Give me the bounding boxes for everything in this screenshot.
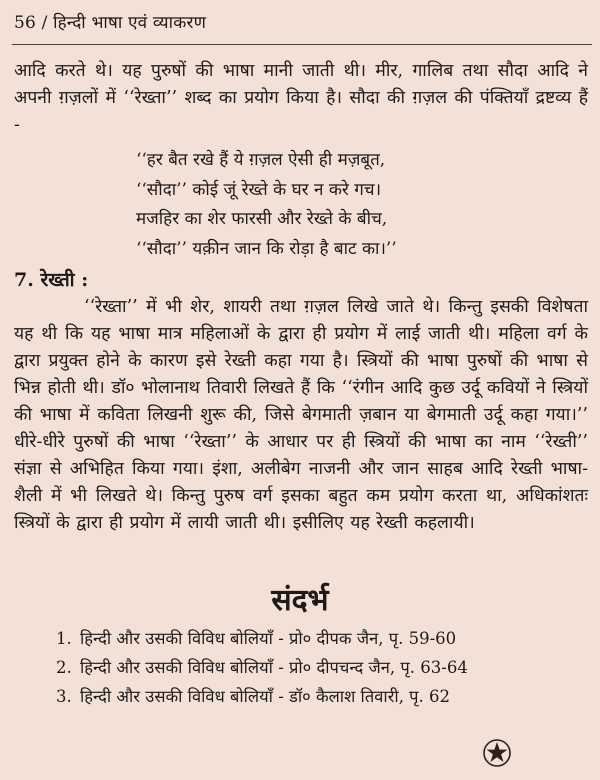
reference-number: 1. (56, 629, 72, 648)
verse-line: मजहिर का शेर फारसी और रेख्ते के बीच, (136, 209, 388, 229)
reference-item (56, 624, 596, 653)
verse-line: ‘‘सौदा’’ यक़ीन जान कि रोड़ा है बाट का।’’ (136, 238, 397, 259)
header-rule (12, 44, 592, 45)
reference-text: हिन्दी और उसकी विविध बोलियाँ - प्रो० दीपक जैन, पृ. 59-60 (80, 629, 457, 648)
section-paragraph: ‘‘रेख्ता’’ में भी शेर, शायरी तथा ग़ज़ल लिखे जाते थे। किन्तु इसकी विशेषता यह थी कि यह भाषा मात्र महिलाओं के द्वारा ही प्रयोग में लाई जाती थी। महिला वर्ग के द्वारा प्रयुक्त होने के कारण इसे रेख्ती कहा गया है। स्त्रियों की भाषा पुरुषों की भाषा से भिन्न होती थी। डॉ० भोलानाथ तिवारी लिखते हैं कि ‘‘रंगीन आदि कुछ उर्दू कवियों ने स्त्रियों की भाषा में कविता लिखनी शुरू की, जिसे बेगमाती ज़बान या बेगमाती उर्दू कहा गया।’’ धीरे-धीरे पुरुषों की भाषा ‘‘रेख्ता’’ के आधार पर ही स्त्रियों की भाषा का नाम ‘‘रेख्ती’’ संज्ञा से अभिहित किया गया। इंशा, अलीबेग नाजनी और जान साहब आदि रेख्ती भाषा-शैली में भी लिखते थे। किन्तु पुरुष वर्ग इसका बहुत कम प्रयोग करता था, अधिकांशतः स्त्रियों के द्वारा ही प्रयोग में लायी जाती थी। इसीलिए यह रेख्ती कहलायी। (14, 297, 588, 533)
running-header: 56 / हिन्दी भाषा एवं व्याकरण (14, 13, 207, 33)
intro-paragraph: आदि करते थे। यह पुरुषों की भाषा मानी जाती थी। मीर, गालिब तथा सौदा आदि ने अपनी ग़ज़लों में ‘‘रेख्ता’’ शब्द का प्रयोग किया है। सौदा की ग़ज़ल की पंक्तियाँ द्रष्टव्य हैं - (14, 61, 588, 135)
references-heading: संदर्भ (271, 583, 329, 618)
verse-block (136, 146, 576, 264)
reference-number: 3. (56, 687, 72, 706)
verse-line: ‘‘सौदा’’ कोई जूं रेख्ते के घर न करे गच। (136, 179, 382, 200)
reference-item (56, 682, 596, 711)
reference-item (56, 653, 596, 682)
section-heading: 7. रेख्ती : (14, 269, 89, 291)
reference-number: 2. (56, 658, 72, 677)
reference-text: हिन्दी और उसकी विविध बोलियाँ - प्रो० दीपचन्द जैन, पृ. 63-64 (80, 658, 468, 677)
verse-line: ‘‘हर बैत रखे हैं ये ग़ज़ल ऐसी ही मज़बूत, (136, 150, 386, 170)
star-ornament-icon (482, 738, 512, 768)
reference-text: हिन्दी और उसकी विविध बोलियाँ - डॉ० कैलाश तिवारी, पृ. 62 (80, 687, 451, 706)
references-list (56, 624, 596, 711)
